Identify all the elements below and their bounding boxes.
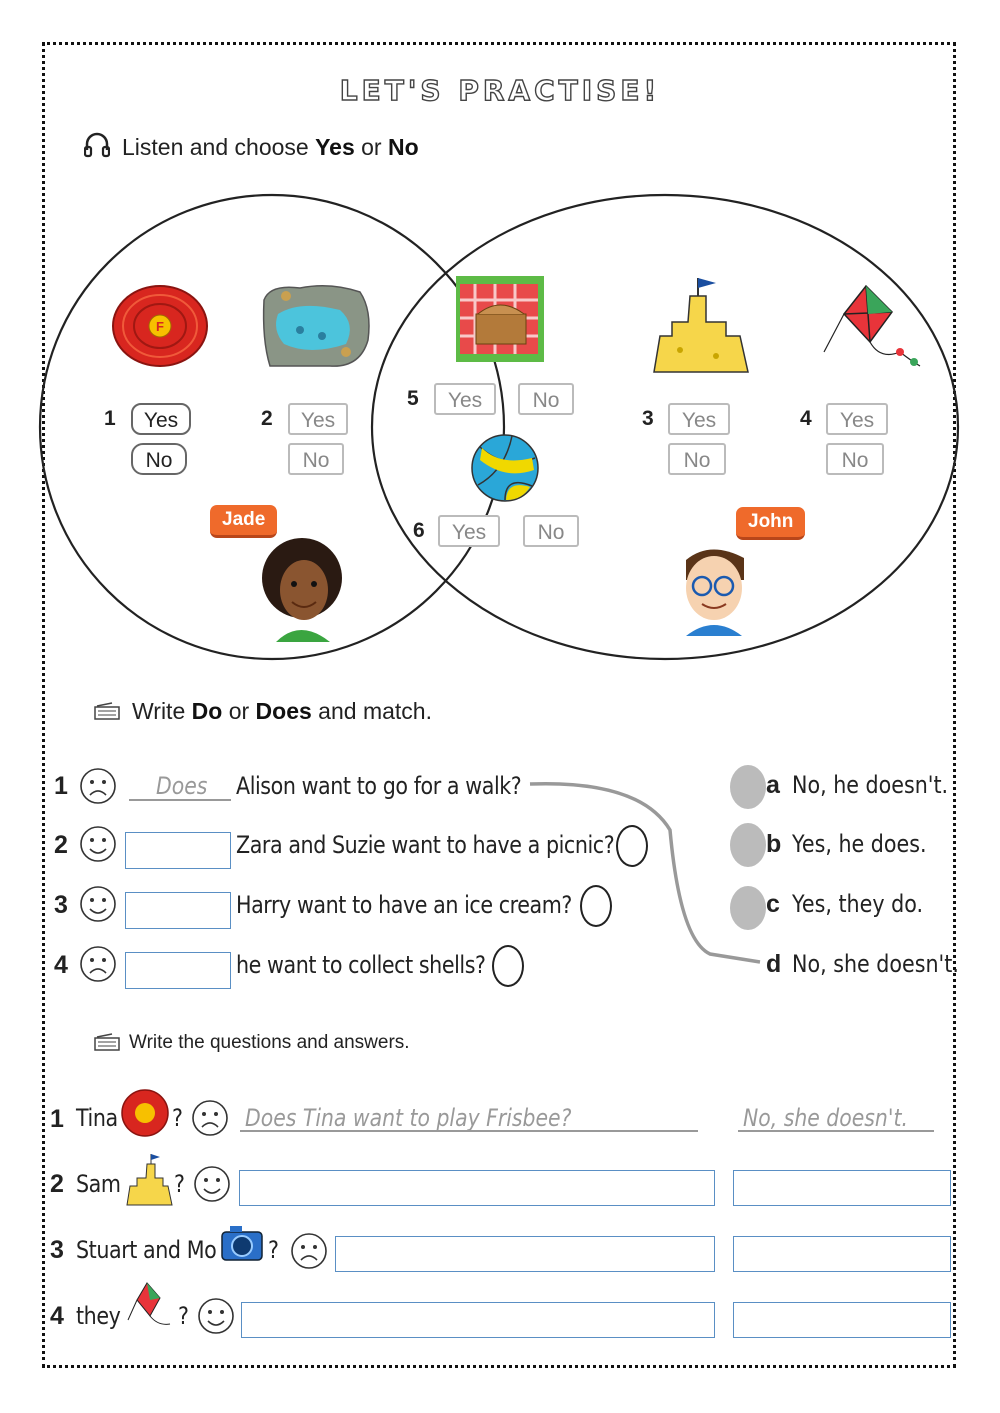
instruction-text: Write <box>132 698 192 724</box>
match-circle-2[interactable] <box>616 825 648 867</box>
item-number: 3 <box>642 407 654 430</box>
example-question: Does Tina want to play Frisbee? <box>245 1104 572 1132</box>
row-subject: Tina <box>76 1104 118 1132</box>
svg-text:F: F <box>156 319 164 334</box>
item-number: 1 <box>104 407 116 430</box>
instruction-text: and match. <box>311 698 432 724</box>
writing-icon <box>94 1033 120 1051</box>
volleyball-icon <box>472 435 538 501</box>
page-title: LET'S PRACTISE! <box>339 74 661 107</box>
row-number: 2 <box>50 1170 64 1198</box>
answer-text: Yes, they do. <box>792 890 924 918</box>
frisbee-icon <box>122 1090 168 1136</box>
no-option-1[interactable]: No <box>131 443 187 475</box>
kite-icon <box>128 1283 170 1324</box>
row-subject: Sam <box>76 1170 121 1198</box>
venn-diagram <box>0 0 1000 700</box>
question-input-4[interactable] <box>241 1302 715 1338</box>
sad-face-icon <box>81 769 115 803</box>
do-does-input-3[interactable] <box>125 892 231 929</box>
answer-letter: d <box>766 950 782 978</box>
happy-face-icon <box>81 887 115 921</box>
happy-face-icon <box>199 1299 233 1333</box>
answer-text: Yes, he does. <box>792 830 927 858</box>
name-tag-jade: Jade <box>210 505 277 538</box>
question-mark: ? <box>268 1236 279 1264</box>
kite-icon <box>824 286 920 366</box>
do-does-input-2[interactable] <box>125 832 231 869</box>
row-subject: they <box>76 1302 121 1330</box>
john-avatar <box>686 549 744 636</box>
name-tag-john: John <box>736 507 805 540</box>
instruction-no: No <box>387 134 419 160</box>
item-number: 5 <box>407 387 419 410</box>
answer-letter: c <box>766 890 780 918</box>
yes-option-1[interactable]: Yes <box>131 403 191 435</box>
happy-face-icon <box>195 1167 229 1201</box>
question-number: 4 <box>54 951 68 979</box>
answer-input-4[interactable] <box>733 1302 951 1338</box>
do-does-input-4[interactable] <box>125 952 231 989</box>
row-number: 1 <box>50 1105 64 1133</box>
answer-input-3[interactable] <box>733 1236 951 1272</box>
yes-option-3[interactable]: Yes <box>668 403 730 435</box>
instruction-does: Does <box>255 698 312 724</box>
answer-input-2[interactable] <box>733 1170 951 1206</box>
question-input-2[interactable] <box>239 1170 715 1206</box>
frisbee-icon <box>113 286 207 366</box>
answer-letter: b <box>766 830 782 858</box>
question-text: he want to collect shells? <box>236 951 486 979</box>
yes-option-4[interactable]: Yes <box>826 403 888 435</box>
rock-pool-icon <box>264 286 369 366</box>
question-mark: ? <box>178 1302 189 1330</box>
question-text: Harry want to have an ice cream? <box>236 891 572 919</box>
no-option-4[interactable]: No <box>826 443 884 475</box>
sad-face-icon <box>193 1101 227 1135</box>
sandcastle-icon <box>654 278 748 372</box>
sandcastle-icon <box>127 1154 172 1205</box>
writing-icon <box>94 702 120 720</box>
happy-face-icon <box>81 827 115 861</box>
no-option-3[interactable]: No <box>668 443 726 475</box>
item-number: 4 <box>800 407 812 430</box>
question-number: 3 <box>54 891 68 919</box>
yes-option-2[interactable]: Yes <box>288 403 348 435</box>
sad-face-icon <box>292 1234 326 1268</box>
question-text: Zara and Suzie want to have a picnic? <box>236 831 615 859</box>
camera-icon <box>222 1226 262 1260</box>
question-input-3[interactable] <box>335 1236 715 1272</box>
write-questions-instruction: Write the questions and answers. <box>129 1032 410 1053</box>
no-option-6[interactable]: No <box>523 515 579 547</box>
match-circle-3[interactable] <box>580 885 612 927</box>
picnic-icon <box>456 276 544 362</box>
match-circle-4[interactable] <box>492 945 524 987</box>
row-number: 4 <box>50 1302 64 1330</box>
write-do-does-instruction <box>132 698 432 725</box>
question-mark: ? <box>172 1104 183 1132</box>
no-option-5[interactable]: No <box>518 383 574 415</box>
answer-dot-b[interactable] <box>730 823 766 867</box>
example-answer-does: Does <box>156 772 208 800</box>
jade-avatar <box>262 538 342 642</box>
sad-face-icon <box>81 947 115 981</box>
match-line <box>530 784 760 962</box>
item-number: 2 <box>261 407 273 430</box>
question-number: 1 <box>54 772 68 800</box>
instruction-text: Listen and choose <box>122 134 316 160</box>
item-number: 6 <box>413 519 425 542</box>
question-text: Alison want to go for a walk? <box>236 772 522 800</box>
instruction-or: or <box>222 698 256 724</box>
question-number: 2 <box>54 831 68 859</box>
row-subject: Stuart and Mo <box>76 1236 217 1264</box>
example-answer: No, she doesn't. <box>743 1104 908 1132</box>
row-number: 3 <box>50 1236 64 1264</box>
answer-text: No, she doesn't. <box>792 950 959 978</box>
answer-dot-c[interactable] <box>730 886 766 930</box>
answer-letter: a <box>766 771 780 799</box>
yes-option-5[interactable]: Yes <box>434 383 496 415</box>
answer-text: No, he doesn't. <box>792 771 949 799</box>
no-option-2[interactable]: No <box>288 443 344 475</box>
instruction-yes: Yes <box>315 134 355 160</box>
instruction-or: or <box>354 134 388 160</box>
answer-dot-a[interactable] <box>730 765 766 809</box>
yes-option-6[interactable]: Yes <box>438 515 500 547</box>
instruction-do: Do <box>191 698 223 724</box>
question-mark: ? <box>174 1170 185 1198</box>
